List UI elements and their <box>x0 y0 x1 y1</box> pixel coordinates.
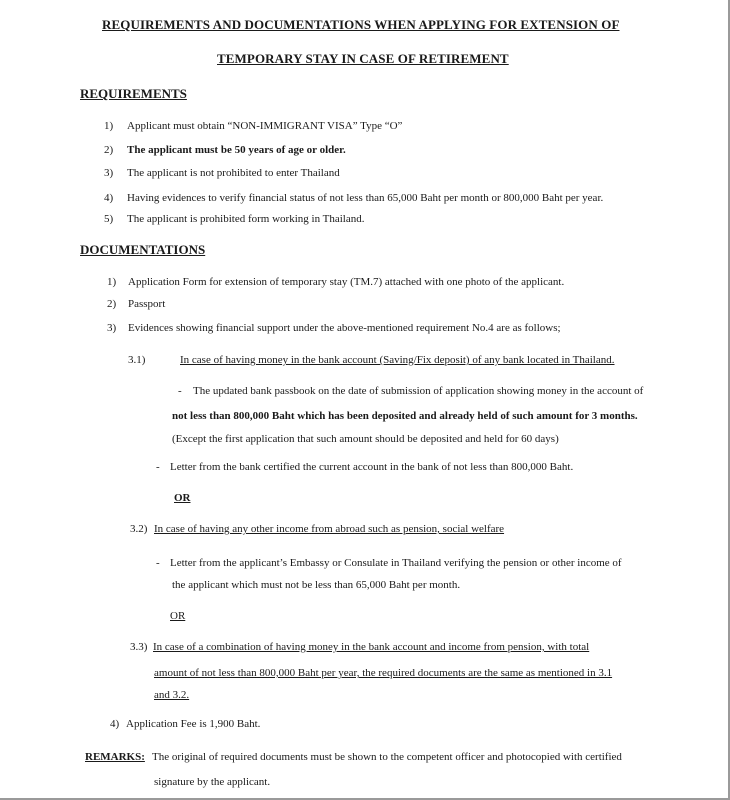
requirement-item: Having evidences to verify financial status of not less than 65,000 Baht per month or 800,000 Baht per year. <box>127 192 604 204</box>
documentation-item: Passport <box>128 298 166 310</box>
bullet-text: Letter from the bank certified the current account in the bank of not less than 800,000 Baht. <box>170 461 574 473</box>
sub-item-text: In case of a combination of having money in the bank account and income from pension, with total <box>153 641 590 653</box>
bullet-dash: - <box>156 461 160 473</box>
remarks-label: REMARKS: <box>85 751 145 763</box>
title-line-1: REQUIREMENTS AND DOCUMENTATIONS WHEN APPLYING FOR EXTENSION OF <box>102 17 620 32</box>
bullet-dash: - <box>178 385 182 397</box>
title-line-2: TEMPORARY STAY IN CASE OF RETIREMENT <box>217 51 509 66</box>
requirement-number: 5) <box>104 213 114 225</box>
requirement-number: 3) <box>104 167 114 179</box>
sub-item-number: 3.2) <box>130 523 148 535</box>
bullet-text: Letter from the applicant’s Embassy or Consulate in Thailand verifying the pension or other income of <box>170 557 622 569</box>
sub-item-number: 3.3) <box>130 641 148 653</box>
documentations-heading: DOCUMENTATIONS <box>80 242 206 257</box>
documentation-item: Evidences showing financial support under the above-mentioned requirement No.4 are as follows; <box>128 322 561 334</box>
or-divider: OR <box>174 492 191 504</box>
sub-item-text: amount of not less than 800,000 Baht per year, the required documents are the same as mentioned in 3.1 <box>154 667 613 679</box>
bullet-text: (Except the first application that such amount should be deposited and held for 60 days) <box>172 433 559 445</box>
bullet-text: the applicant which must not be less than 65,000 Baht per month. <box>172 579 461 591</box>
sub-item-heading: In case of having any other income from abroad such as pension, social welfare <box>154 523 505 535</box>
sub-item-heading: In case of having money in the bank account (Saving/Fix deposit) of any bank located in Thailand. <box>180 354 615 366</box>
or-divider: OR <box>170 610 186 622</box>
requirement-number: 4) <box>104 192 114 204</box>
requirement-item: The applicant is not prohibited to enter Thailand <box>127 167 340 179</box>
documentation-item: Application Fee is 1,900 Baht. <box>126 718 261 730</box>
documentation-item: Application Form for extension of temporary stay (TM.7) attached with one photo of the applicant. <box>128 276 565 288</box>
documentation-number: 3) <box>107 322 117 334</box>
requirement-item: The applicant must be 50 years of age or older. <box>127 144 346 156</box>
requirement-item: The applicant is prohibited form working in Thailand. <box>127 213 365 225</box>
sub-item-text: and 3.2. <box>154 689 190 701</box>
documentation-number: 4) <box>110 718 120 730</box>
remarks-text: signature by the applicant. <box>154 776 271 788</box>
remarks-text: The original of required documents must be shown to the competent officer and photocopied with certified <box>152 751 622 763</box>
bullet-text: not less than 800,000 Baht which has been deposited and already held of such amount for 3 months. <box>172 410 638 422</box>
requirement-number: 1) <box>104 120 114 132</box>
documentation-number: 2) <box>107 298 117 310</box>
requirements-heading: REQUIREMENTS <box>80 86 187 101</box>
documentation-number: 1) <box>107 276 117 288</box>
requirement-item: Applicant must obtain “NON-IMMIGRANT VISA” Type “O” <box>127 120 403 132</box>
requirement-number: 2) <box>104 144 114 156</box>
bullet-dash: - <box>156 557 160 569</box>
bullet-text: The updated bank passbook on the date of submission of application showing money in the account of <box>193 385 644 397</box>
sub-item-number: 3.1) <box>128 354 146 366</box>
